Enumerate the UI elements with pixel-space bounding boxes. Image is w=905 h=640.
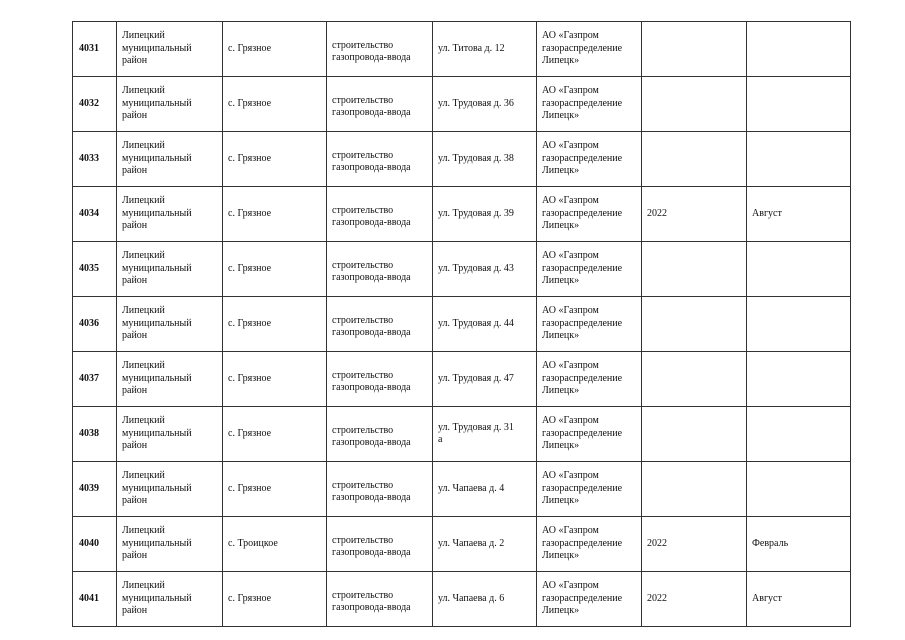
row-number: 4032 — [73, 77, 117, 132]
year-cell — [642, 22, 747, 77]
district-cell: Липецкий муниципальный район — [117, 77, 223, 132]
locality-cell: с. Грязное — [223, 572, 327, 627]
month-cell: Август — [747, 572, 851, 627]
row-number: 4036 — [73, 297, 117, 352]
table-row — [73, 132, 851, 187]
locality-cell: с. Грязное — [223, 297, 327, 352]
address-cell: ул. Трудовая д. 31 а — [433, 407, 537, 462]
address-cell: ул. Трудовая д. 39 — [433, 187, 537, 242]
address-cell: ул. Чапаева д. 4 — [433, 462, 537, 517]
work-type-cell: строительство газопровода-ввода — [327, 187, 433, 242]
organization-cell: АО «Газпром газораспределение Липецк» — [537, 517, 642, 572]
table-row — [73, 22, 851, 77]
table-row — [73, 462, 851, 517]
address-cell: ул. Трудовая д. 43 — [433, 242, 537, 297]
year-cell — [642, 407, 747, 462]
row-number: 4039 — [73, 462, 117, 517]
year-cell — [642, 242, 747, 297]
row-number: 4038 — [73, 407, 117, 462]
work-type-cell: строительство газопровода-ввода — [327, 517, 433, 572]
district-cell: Липецкий муниципальный район — [117, 22, 223, 77]
month-cell — [747, 242, 851, 297]
organization-cell: АО «Газпром газораспределение Липецк» — [537, 462, 642, 517]
locality-cell: с. Троицкое — [223, 517, 327, 572]
district-cell: Липецкий муниципальный район — [117, 242, 223, 297]
work-type-cell: строительство газопровода-ввода — [327, 132, 433, 187]
year-cell — [642, 77, 747, 132]
gas-works-table — [72, 21, 851, 627]
month-cell: Февраль — [747, 517, 851, 572]
locality-cell: с. Грязное — [223, 77, 327, 132]
work-type-cell: строительство газопровода-ввода — [327, 572, 433, 627]
row-number: 4035 — [73, 242, 117, 297]
month-cell — [747, 22, 851, 77]
row-number: 4037 — [73, 352, 117, 407]
month-cell — [747, 132, 851, 187]
district-cell: Липецкий муниципальный район — [117, 352, 223, 407]
row-number: 4041 — [73, 572, 117, 627]
table-row — [73, 242, 851, 297]
row-number: 4040 — [73, 517, 117, 572]
table-row — [73, 77, 851, 132]
row-number: 4033 — [73, 132, 117, 187]
district-cell: Липецкий муниципальный район — [117, 572, 223, 627]
work-type-cell: строительство газопровода-ввода — [327, 297, 433, 352]
month-cell — [747, 297, 851, 352]
row-number: 4034 — [73, 187, 117, 242]
work-type-cell: строительство газопровода-ввода — [327, 352, 433, 407]
locality-cell: с. Грязное — [223, 352, 327, 407]
table-row — [73, 572, 851, 627]
year-cell — [642, 297, 747, 352]
year-cell — [642, 462, 747, 517]
address-cell: ул. Трудовая д. 38 — [433, 132, 537, 187]
month-cell — [747, 462, 851, 517]
month-cell — [747, 77, 851, 132]
address-cell: ул. Чапаева д. 2 — [433, 517, 537, 572]
address-cell: ул. Чапаева д. 6 — [433, 572, 537, 627]
month-cell — [747, 352, 851, 407]
month-cell: Август — [747, 187, 851, 242]
locality-cell: с. Грязное — [223, 407, 327, 462]
table-row — [73, 407, 851, 462]
district-cell: Липецкий муниципальный район — [117, 517, 223, 572]
address-cell: ул. Титова д. 12 — [433, 22, 537, 77]
address-cell: ул. Трудовая д. 44 — [433, 297, 537, 352]
organization-cell: АО «Газпром газораспределение Липецк» — [537, 22, 642, 77]
year-cell: 2022 — [642, 187, 747, 242]
organization-cell: АО «Газпром газораспределение Липецк» — [537, 77, 642, 132]
organization-cell: АО «Газпром газораспределение Липецк» — [537, 187, 642, 242]
table-row — [73, 352, 851, 407]
locality-cell: с. Грязное — [223, 187, 327, 242]
year-cell — [642, 352, 747, 407]
table-body — [73, 22, 851, 627]
district-cell: Липецкий муниципальный район — [117, 187, 223, 242]
work-type-cell: строительство газопровода-ввода — [327, 462, 433, 517]
address-cell: ул. Трудовая д. 47 — [433, 352, 537, 407]
district-cell: Липецкий муниципальный район — [117, 407, 223, 462]
work-type-cell: строительство газопровода-ввода — [327, 242, 433, 297]
address-cell: ул. Трудовая д. 36 — [433, 77, 537, 132]
organization-cell: АО «Газпром газораспределение Липецк» — [537, 132, 642, 187]
month-cell — [747, 407, 851, 462]
locality-cell: с. Грязное — [223, 242, 327, 297]
district-cell: Липецкий муниципальный район — [117, 297, 223, 352]
work-type-cell: строительство газопровода-ввода — [327, 407, 433, 462]
organization-cell: АО «Газпром газораспределение Липецк» — [537, 242, 642, 297]
table-row — [73, 187, 851, 242]
locality-cell: с. Грязное — [223, 132, 327, 187]
table-row — [73, 517, 851, 572]
district-cell: Липецкий муниципальный район — [117, 462, 223, 517]
year-cell: 2022 — [642, 517, 747, 572]
work-type-cell: строительство газопровода-ввода — [327, 22, 433, 77]
locality-cell: с. Грязное — [223, 22, 327, 77]
year-cell — [642, 132, 747, 187]
organization-cell: АО «Газпром газораспределение Липецк» — [537, 352, 642, 407]
table-row — [73, 297, 851, 352]
organization-cell: АО «Газпром газораспределение Липецк» — [537, 407, 642, 462]
year-cell: 2022 — [642, 572, 747, 627]
district-cell: Липецкий муниципальный район — [117, 132, 223, 187]
locality-cell: с. Грязное — [223, 462, 327, 517]
work-type-cell: строительство газопровода-ввода — [327, 77, 433, 132]
organization-cell: АО «Газпром газораспределение Липецк» — [537, 572, 642, 627]
organization-cell: АО «Газпром газораспределение Липецк» — [537, 297, 642, 352]
row-number: 4031 — [73, 22, 117, 77]
